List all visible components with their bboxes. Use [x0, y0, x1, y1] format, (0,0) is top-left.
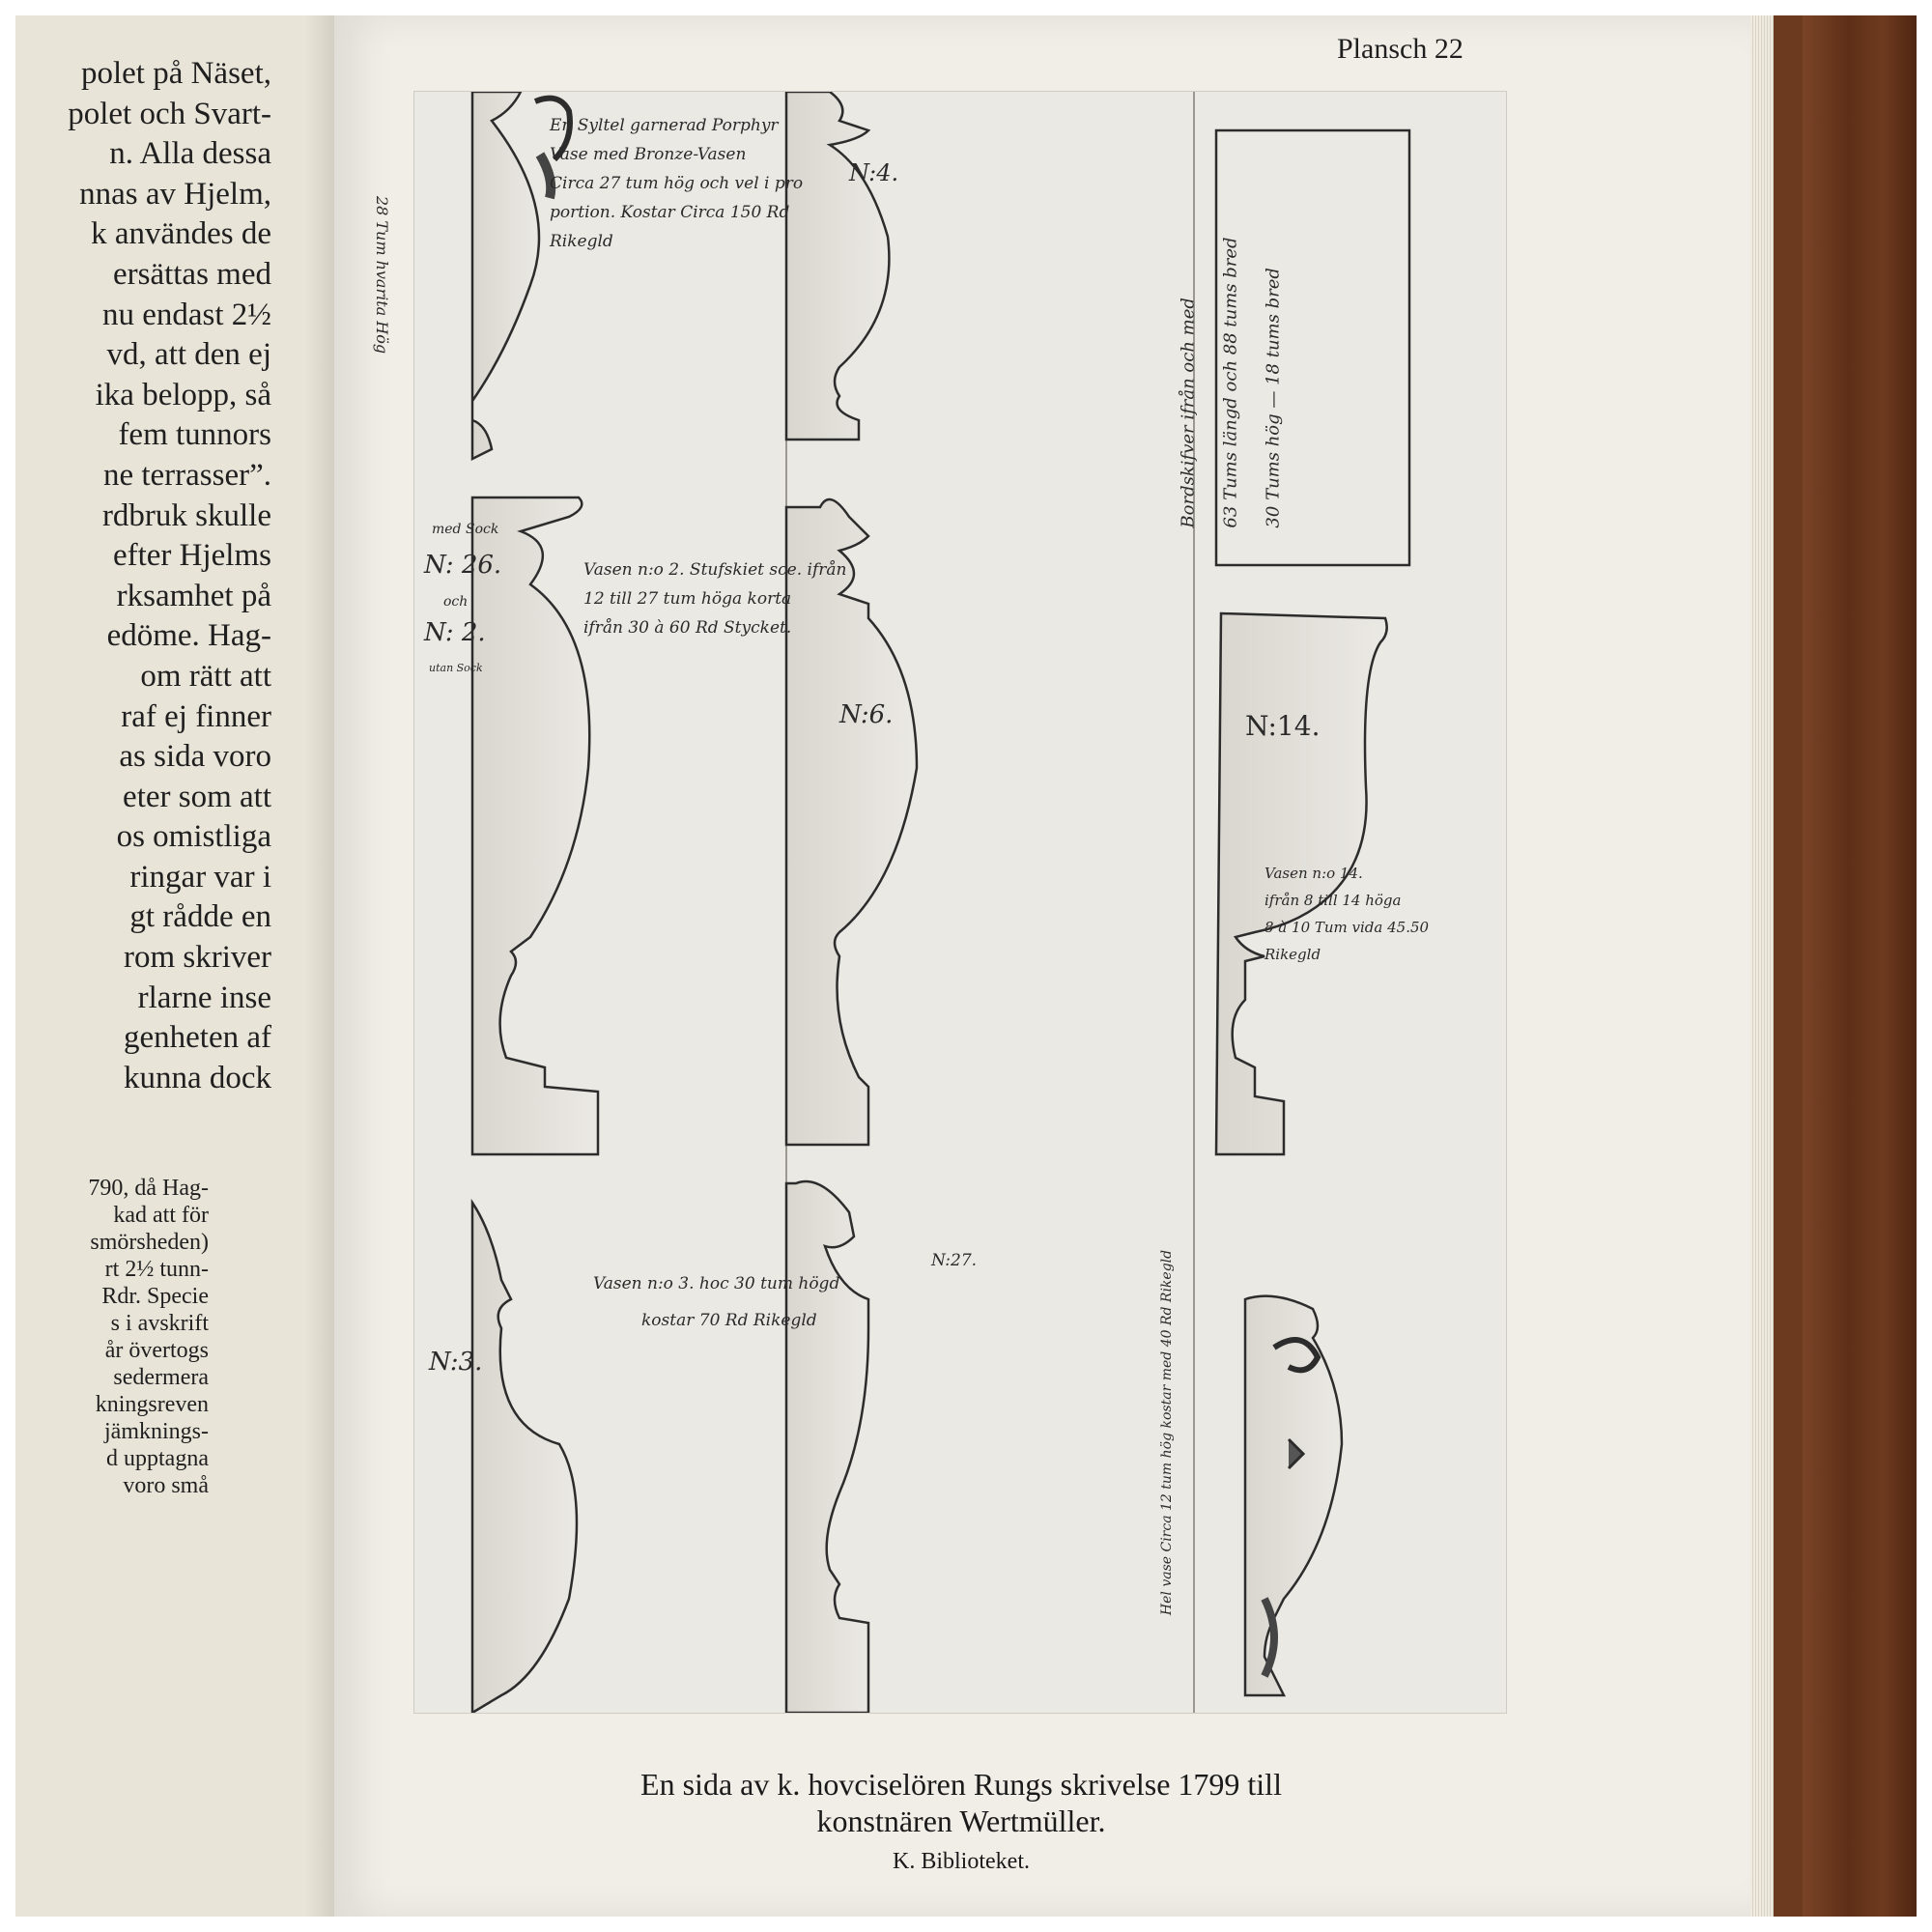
note-vase2-line: ifrån 30 à 60 Rd Stycket. — [583, 618, 792, 638]
body-text-line: eter som att — [123, 779, 271, 814]
body-text-line: rdbruk skulle — [101, 497, 271, 533]
price-box-text — [1168, 237, 1295, 527]
plate-caption — [415, 1766, 1507, 1878]
footnote-line: år övertogs — [104, 1338, 209, 1363]
note-top-line: Rikegld — [550, 232, 613, 251]
body-text-line: n. Alla dessa — [109, 136, 271, 172]
body-text-line: ika belopp, så — [95, 377, 271, 412]
body-text-line: raf ej finner — [121, 698, 271, 734]
note-vase2-line: 12 till 27 tum höga korta — [583, 589, 792, 609]
label-n3: N:3. — [429, 1348, 483, 1377]
body-text-line: genheten af — [124, 1020, 271, 1056]
price-box-line: 30 Tums hög — 18 tums bred — [1263, 268, 1284, 528]
left-page-footnote — [15, 1175, 209, 1499]
left-page-body-text — [15, 54, 271, 1098]
footnote-line: d upptagna — [106, 1446, 209, 1471]
vase-2-drawing — [472, 497, 598, 1154]
manuscript-plate — [373, 91, 1507, 1714]
body-text-line: polet och Svart- — [68, 96, 271, 131]
body-text-line: edöme. Hag- — [106, 618, 271, 654]
label-n4: N:4. — [849, 159, 899, 186]
caption-source: K. Biblioteket. — [893, 1849, 1030, 1874]
body-text-line: efter Hjelms — [112, 538, 271, 574]
footnote-line: sedermera — [113, 1365, 209, 1390]
label-n2: N: 2. — [424, 618, 486, 647]
note-top-line: En Syltel garnerad Porphyr — [550, 116, 779, 135]
label-n27: N:27. — [931, 1251, 978, 1270]
body-text-line: k användes de — [91, 216, 271, 252]
body-text-line: polet på Näset, — [80, 56, 271, 91]
body-text-line: gt rådde en — [129, 899, 271, 935]
label-n14: N:14. — [1245, 710, 1321, 742]
body-text-line: ringar var i — [129, 859, 271, 895]
note-side-bottom: Hel vase Circa 12 tum hög kostar med 40 Rd Rikegld — [1159, 1249, 1176, 1616]
footnote-line: kad att för — [113, 1203, 209, 1228]
caption-line-2: konstnären Wertmüller. — [816, 1804, 1106, 1838]
footnote-line: rt 2½ tunn- — [104, 1257, 209, 1282]
label-utan-sock: utan Sock — [429, 662, 483, 674]
note-vase3-line: Vasen n:o 3. hoc 30 tum högd — [593, 1274, 840, 1293]
footnote-line: voro små — [123, 1473, 209, 1498]
left-page — [15, 15, 334, 1917]
body-text-line: nnas av Hjelm, — [79, 176, 271, 212]
note-top-line: Vase med Bronze-Vasen — [550, 145, 747, 164]
body-text-line: ne terrasser”. — [102, 457, 271, 493]
footnote-line: smörsheden) — [90, 1230, 209, 1255]
note-top — [550, 111, 803, 256]
footnote-line: kningsreven — [95, 1392, 209, 1417]
note-side-top: 28 Tum hvarita Hög — [373, 195, 392, 355]
page-edges — [1750, 15, 1774, 1917]
note-vase3-line: kostar 70 Rd Rikegld — [641, 1311, 817, 1330]
plate-label: Plansch 22 — [1337, 33, 1463, 65]
note-vase14-line: ifrån 8 till 14 höga — [1264, 892, 1402, 909]
body-text-line: om rätt att — [140, 658, 271, 694]
body-text-line: ersättas med — [112, 256, 271, 292]
footnote-line: s i avskrift — [110, 1311, 209, 1336]
footnote-line: 790, då Hag- — [88, 1176, 209, 1201]
vase-bottom-drawing — [1245, 1296, 1342, 1695]
note-vase3 — [593, 1265, 839, 1339]
vase-n27-drawing — [786, 1181, 868, 1713]
note-vase2 — [583, 555, 846, 642]
note-top-line: Circa 27 tum hög och vel i pro — [550, 174, 804, 193]
caption-line-1: En sida av k. hovciselören Rungs skrivelse 1799 till — [640, 1767, 1282, 1802]
body-text-line: as sida voro — [119, 739, 271, 775]
body-text-line: fem tunnors — [118, 417, 271, 453]
body-text-line: os omistliga — [116, 819, 271, 855]
note-vase14-line: Rikegld — [1264, 946, 1321, 963]
label-och: och — [443, 594, 469, 610]
footnote-line: Rdr. Specie — [101, 1284, 209, 1309]
note-top-line: portion. Kostar Circa 150 Rd — [550, 203, 790, 222]
vase-3-drawing — [472, 1203, 577, 1713]
note-vase14-line: Vasen n:o 14. — [1264, 865, 1363, 882]
note-vase2-line: Vasen n:o 2. Stufskiet sce. ifrån — [583, 560, 847, 580]
body-text-line: rlarne inse — [137, 980, 271, 1015]
note-vase14 — [1264, 860, 1429, 968]
body-text-line: vd, att den ej — [106, 337, 271, 373]
body-text-line: rom skriver — [123, 940, 271, 976]
body-text-line: kunna dock — [123, 1060, 271, 1095]
body-text-line: rksamhet på — [116, 578, 271, 613]
body-text-line: nu endast 2½ — [101, 297, 271, 332]
price-box-line: Bordskifver ifrån och med — [1178, 298, 1199, 528]
label-n6: N:6. — [839, 700, 894, 729]
label-med-sock: med Sock — [432, 522, 499, 537]
wooden-table — [1803, 15, 1917, 1917]
price-box-line: 63 Tums längd och 88 tums bred — [1220, 237, 1241, 528]
label-n26: N: 26. — [424, 551, 502, 580]
note-vase14-line: 8 à 10 Tum vida 45.50 — [1264, 919, 1430, 936]
footnote-line: jämknings- — [104, 1419, 209, 1444]
